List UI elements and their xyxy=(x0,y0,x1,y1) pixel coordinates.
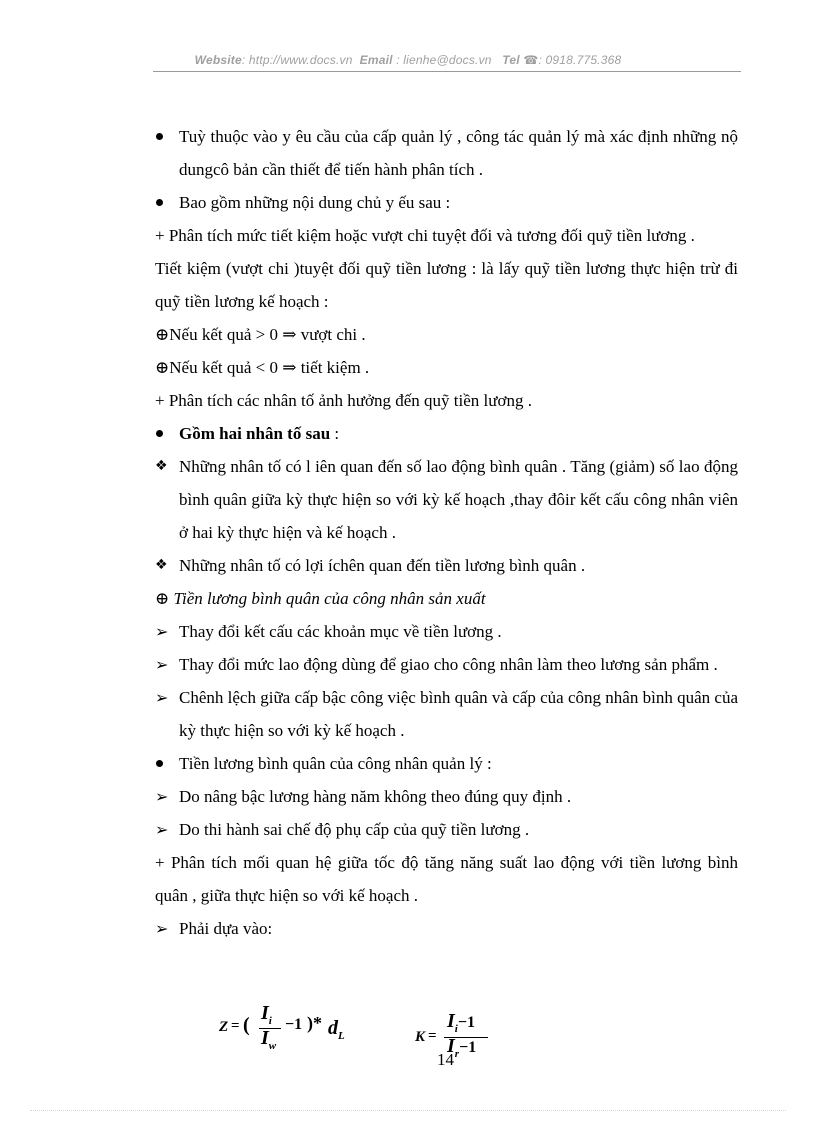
formula-minus-one: −1 xyxy=(285,1016,303,1033)
list-item: ❖ Những nhân tố có l iên quan đến số lao động bình quân . Tăng (giảm) số lao động bình quân giữa kỳ thực hiện so với kỳ kế hoạch ,thay đôir kết cấu công nhân viên ở hai kỳ thực hiện và kế hoạch . xyxy=(155,450,738,549)
arrowhead-icon: ➢ xyxy=(155,622,169,641)
page-number: 14 xyxy=(437,1050,454,1069)
footer-rule xyxy=(30,1110,786,1111)
formula-close-times: )* xyxy=(307,1013,322,1033)
paragraph: ⊕Nếu kết quả > 0 ⇒ vượt chi . xyxy=(155,325,366,344)
list-item: ➢ Chênh lệch giữa cấp bậc công việc bình quân và cấp của công nhân bình quân của kỳ thực hiện so với kỳ kế hoạch . xyxy=(155,681,738,747)
formula-k: K xyxy=(415,1029,426,1045)
diamond-icon: ❖ xyxy=(155,557,168,573)
website-label: Website xyxy=(194,53,242,67)
website-value: : http://www.docs.vn xyxy=(241,53,353,67)
formula-den1: $I_w$ xyxy=(261,1027,277,1052)
formula-eq: = xyxy=(231,1018,240,1034)
paragraph: + Phân tích mức tiết kiệm hoặc vượt chi tuyệt đối và tương đối quỹ tiền lương . xyxy=(155,226,695,245)
formula-den2: $I_r-1$ xyxy=(447,1035,477,1060)
header-rule xyxy=(153,71,741,72)
list-item: ➢ Phải dựa vào: xyxy=(155,912,738,945)
arrowhead-icon: ➢ xyxy=(155,655,169,674)
list-item: ❖ Những nhân tố có lợi íchên quan đến tiền lương bình quân . xyxy=(155,549,738,582)
arrowhead-icon: ➢ xyxy=(155,787,169,806)
list-item: Bao gồm những nội dung chủ y ếu sau : xyxy=(179,193,451,212)
email-label: Email xyxy=(359,53,393,67)
paragraph: ⊕ Tiền lương bình quân của công nhân sản xuất xyxy=(155,589,486,608)
tel-label: Tel xyxy=(502,53,520,67)
list-item: ➢ Thay đổi mức lao động dùng để giao cho công nhân làm theo lương sản phẩm . xyxy=(155,648,738,681)
list-item: ➢ Thay đổi kết cấu các khoản mục về tiền lương . xyxy=(155,615,738,648)
list-item: Tuỳ thuộc vào y êu cầu của cấp quản lý , công tác quản lý mà xác định những nộ dungcô bản cần thiết để tiến hành phân tích . xyxy=(179,127,738,179)
formula-eq-2: = xyxy=(428,1028,437,1044)
formula-z: Z xyxy=(219,1019,229,1035)
email-value: : lienhe@docs.vn xyxy=(396,53,492,67)
tel-value: : 0918.775.368 xyxy=(538,53,622,67)
list-item: Gồm hai nhân tố sau : xyxy=(179,424,340,443)
formula-d: $d_L$ xyxy=(328,1017,345,1042)
document-body xyxy=(155,120,738,945)
paragraph: + Phân tích mối quan hệ giữa tốc độ tăng năng suất lao động với tiền lương bình quân , giữa thực hiện so với kế hoạch . xyxy=(155,853,738,905)
arrowhead-icon: ➢ xyxy=(155,919,169,938)
paragraph: + Phân tích các nhân tố ảnh hưởng đến quỹ tiền lương . xyxy=(155,391,532,410)
paragraph: Tiết kiệm (vượt chi )tuyệt đối quỹ tiền lương : là lấy quỹ tiền lương thực hiện trừ đi quỹ tiền lương kế hoạch : xyxy=(155,259,738,311)
formula-open-paren: ( xyxy=(243,1014,250,1036)
arrowhead-icon: ➢ xyxy=(155,688,169,707)
arrowhead-icon: ➢ xyxy=(155,820,169,839)
formula-num1: $I_i$ xyxy=(261,1002,272,1027)
diamond-icon: ❖ xyxy=(155,458,168,474)
formula-block xyxy=(215,1002,515,1065)
phone-icon: ☎ xyxy=(523,53,539,67)
paragraph: ⊕Nếu kết quả < 0 ⇒ tiết kiệm . xyxy=(155,358,370,377)
list-item: ➢ Do thi hành sai chế độ phụ cấp của quỹ tiền lương . xyxy=(155,813,738,846)
list-item: Tiền lương bình quân của công nhân quản lý : xyxy=(179,754,492,773)
formula-num2: $I_i-1$ xyxy=(447,1010,475,1035)
page-header xyxy=(0,53,816,67)
list-item: ➢ Do nâng bậc lương hàng năm không theo đúng quy định . xyxy=(155,780,738,813)
